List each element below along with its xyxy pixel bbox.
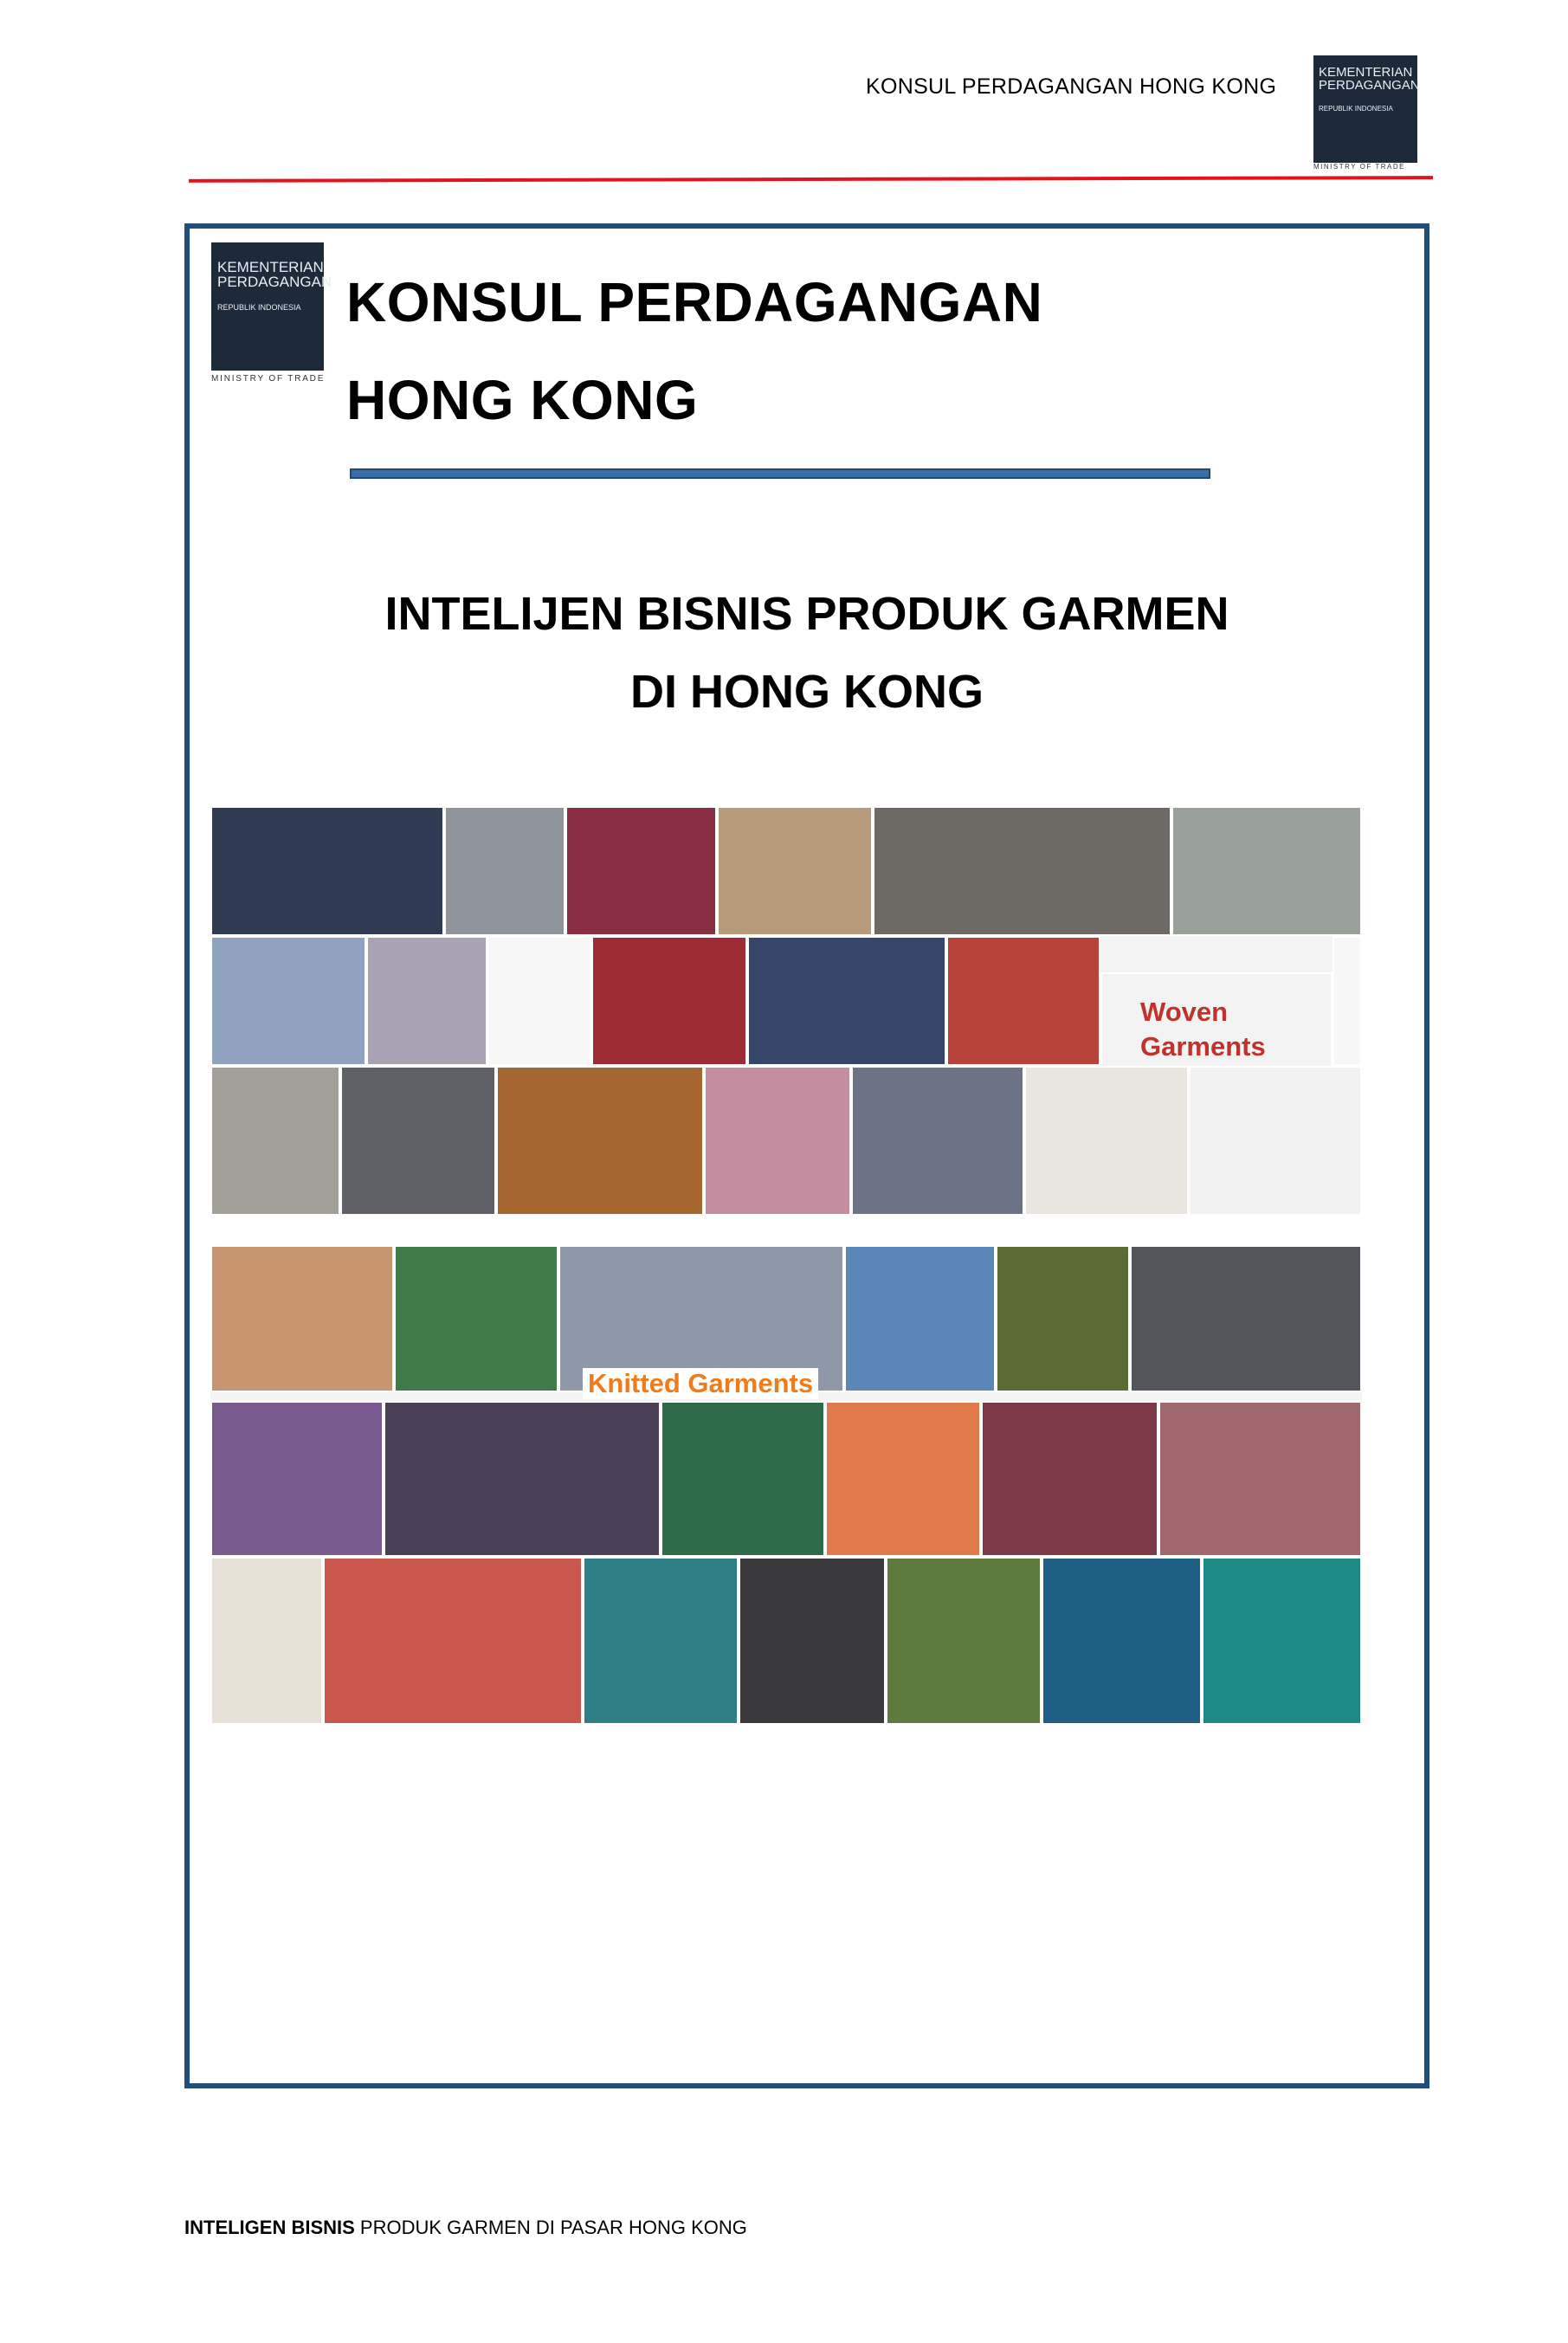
garment-photo	[873, 806, 1171, 936]
knitted-garments-collage	[210, 1245, 1362, 1725]
woven-label-line-1: Woven	[1140, 997, 1229, 1027]
knitted-garments-label: Knitted Garments	[583, 1368, 818, 1399]
cover-title-line-2: HONG KONG	[346, 369, 699, 431]
garment-photo	[946, 936, 1100, 1066]
report-title-line-2: DI HONG KONG	[629, 666, 984, 718]
garment-photo	[210, 1401, 384, 1557]
cover-title-line-1: KONSUL PERDAGANGAN	[346, 271, 1043, 333]
cover-logo-line-2: PERDAGANGAN	[217, 274, 332, 290]
garment-photo	[1042, 1557, 1202, 1725]
logo-caption: MINISTRY OF TRADE	[1313, 163, 1405, 171]
ministry-logo	[1313, 55, 1420, 163]
woven-garments-collage	[210, 806, 1362, 1216]
garment-photo	[1130, 1245, 1362, 1392]
garment-photo	[384, 1401, 661, 1557]
garment-photo	[747, 936, 946, 1066]
running-header-title: KONSUL PERDAGANGAN HONG KONG	[866, 74, 1277, 99]
garment-photo	[661, 1401, 825, 1557]
garment-photo	[844, 1245, 996, 1392]
logo-line-2: PERDAGANGAN	[1319, 78, 1420, 93]
footer-bold-text: INTELIGEN BISNIS	[184, 2217, 355, 2238]
garment-photo	[210, 806, 444, 936]
garment-photo	[487, 936, 591, 1066]
cover-logo-line-1: KEMENTERIAN	[217, 259, 324, 275]
garment-photo	[739, 1557, 886, 1725]
garment-photo	[565, 806, 717, 936]
garment-photo	[366, 936, 487, 1066]
garment-photo	[1024, 1066, 1189, 1216]
garment-photo	[996, 1245, 1130, 1392]
garment-photo	[583, 1557, 739, 1725]
report-title-line-1: INTELIJEN BISNIS PRODUK GARMEN	[384, 588, 1229, 640]
footer-text: PRODUK GARMEN DI PASAR HONG KONG	[359, 2217, 747, 2238]
garment-photo	[1158, 1401, 1362, 1557]
garment-photo	[323, 1557, 583, 1725]
logo-line-3: REPUBLIK INDONESIA	[1319, 105, 1393, 113]
garment-photo	[704, 1066, 851, 1216]
cover-logo-line-3: REPUBLIK INDONESIA	[217, 303, 301, 312]
garment-photo	[210, 1557, 323, 1725]
garment-photo	[886, 1557, 1042, 1725]
cover-logo-caption: MINISTRY OF TRADE	[211, 374, 326, 384]
cover-ministry-logo	[211, 242, 332, 371]
garment-photo	[394, 1245, 558, 1392]
garment-photo	[981, 1401, 1158, 1557]
garment-photo	[1189, 1066, 1362, 1216]
garment-photo	[717, 806, 873, 936]
garment-photo	[851, 1066, 1024, 1216]
page-footer	[184, 2217, 747, 2239]
garment-photo	[1202, 1557, 1362, 1725]
logo-line-1: KEMENTERIAN	[1319, 65, 1413, 80]
garment-photo	[210, 1245, 394, 1392]
garment-photo	[1332, 936, 1362, 1066]
cover-title-underline	[350, 468, 1210, 479]
garment-photo	[444, 806, 565, 936]
garment-photo	[496, 1066, 704, 1216]
garment-photo	[591, 936, 747, 1066]
garment-photo	[1171, 806, 1362, 936]
garment-photo	[825, 1401, 981, 1557]
garment-photo	[210, 936, 366, 1066]
header-divider	[189, 176, 1433, 183]
woven-label-line-2: Garments	[1140, 1031, 1266, 1062]
garment-photo	[210, 1066, 340, 1216]
garment-photo	[340, 1066, 496, 1216]
